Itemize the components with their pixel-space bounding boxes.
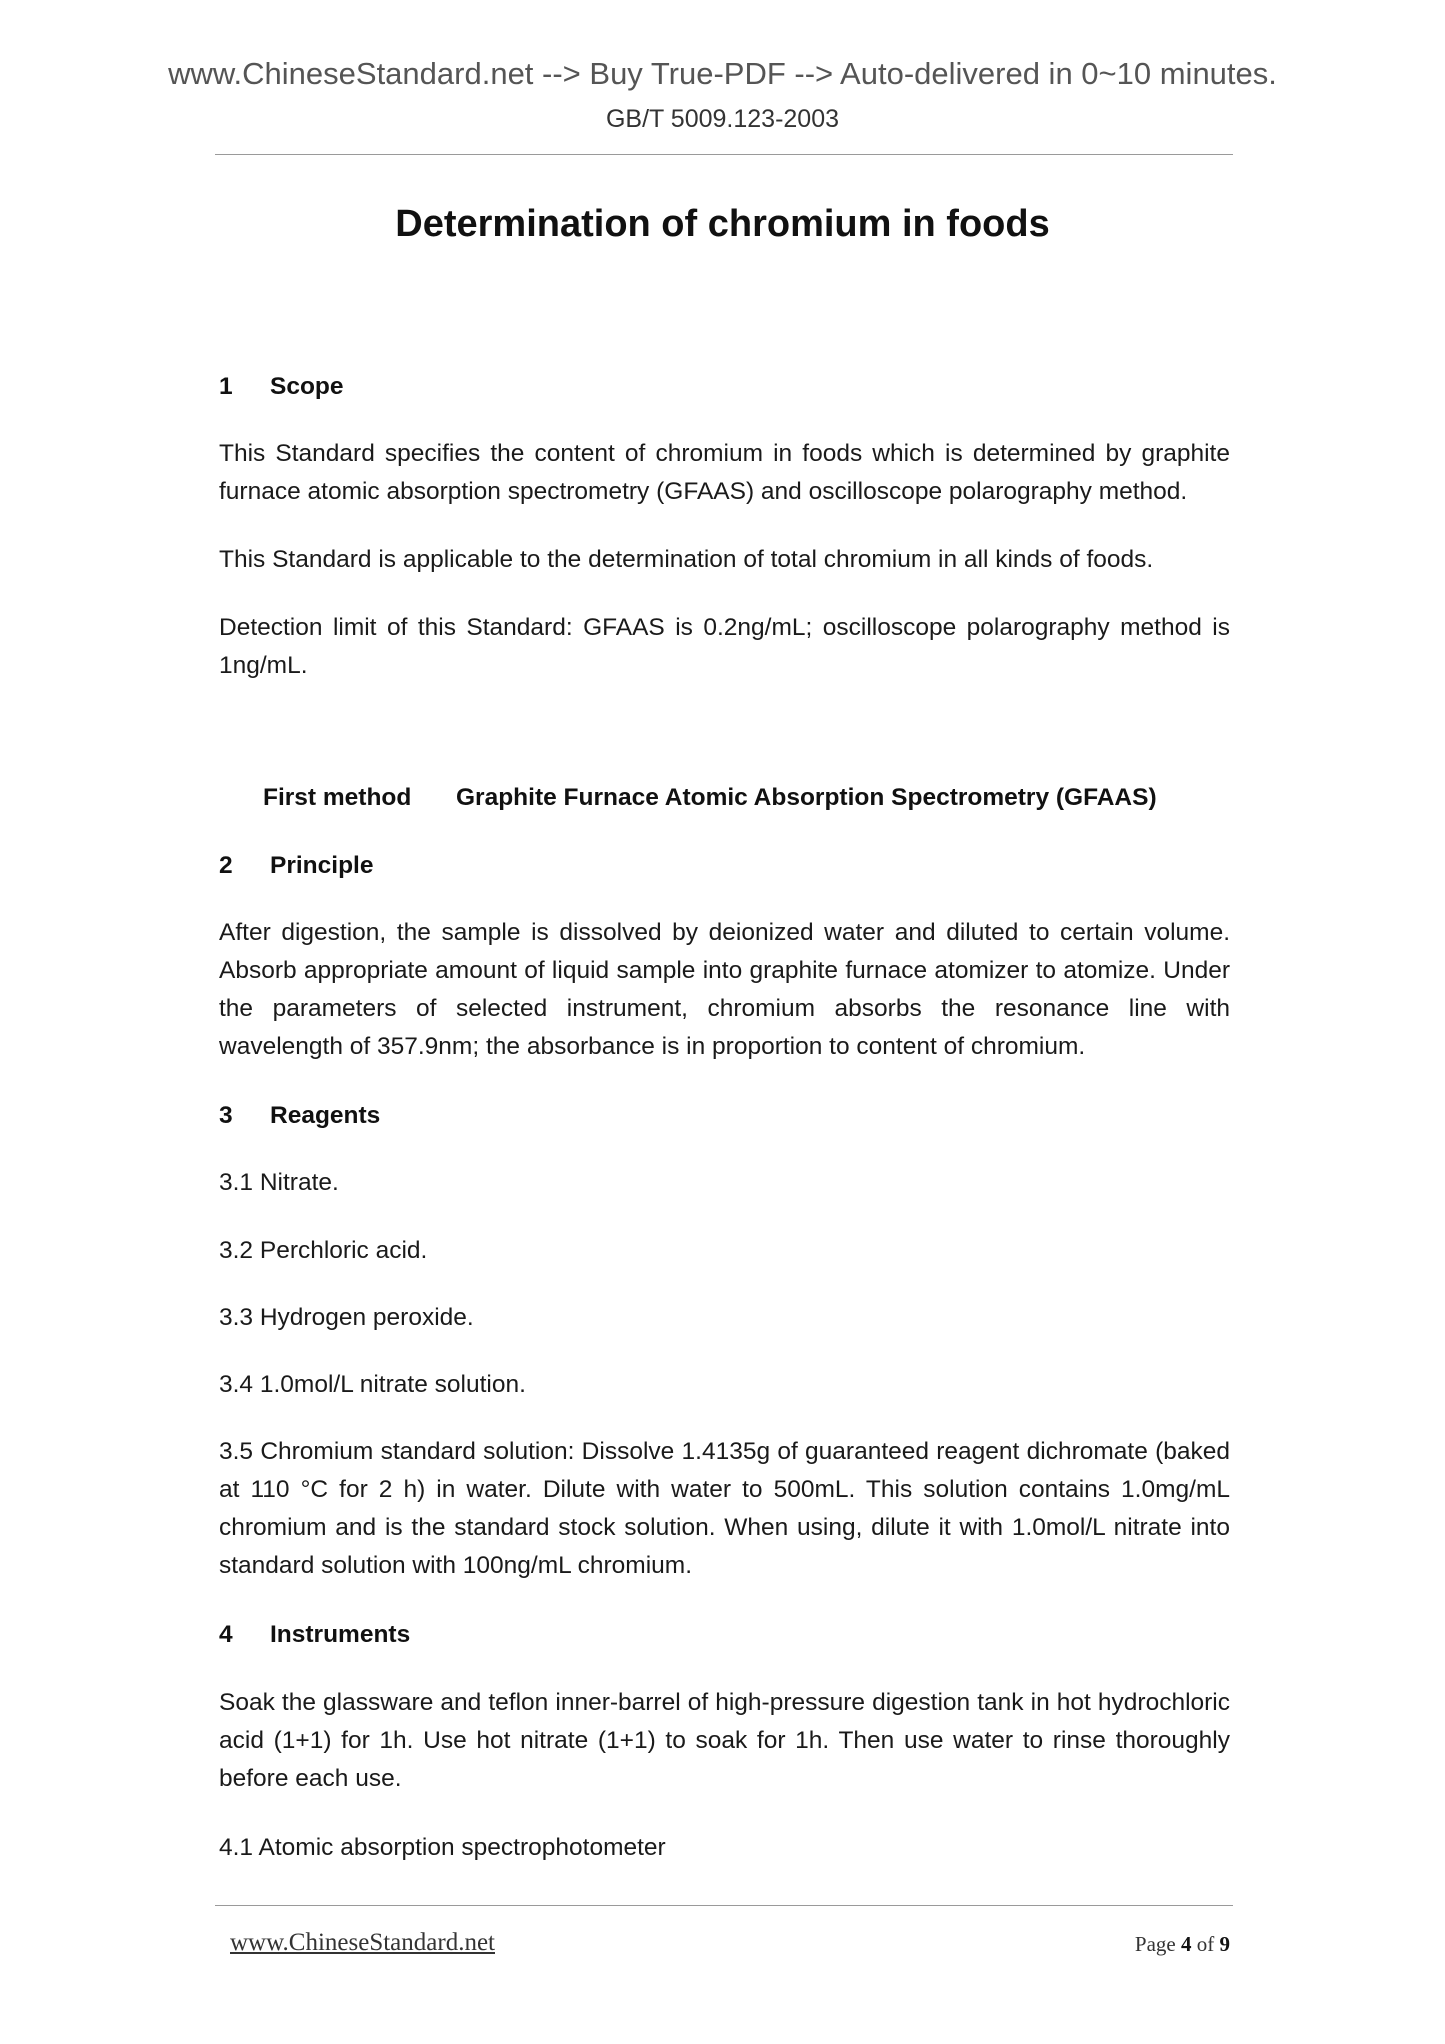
instruments-paragraph: Soak the glassware and teflon inner-barrel of high-pressure digestion tank in hot hydrochloric acid (1+1) for 1h. Use hot nitrate (1+1) to soak for 1h. Then use water to rinse thoroughly before each use. (219, 1689, 1230, 1792)
section-title: Scope (270, 373, 344, 400)
section-title: Reagents (270, 1102, 381, 1129)
reagent-item-3-3: 3.3 Hydrogen peroxide. (219, 1304, 474, 1331)
section-number: 4 (219, 1621, 233, 1648)
standard-code: GB/T 5009.123-2003 (605, 105, 840, 133)
page-middle: of (1191, 1932, 1220, 1956)
footer-divider (215, 1905, 1233, 1906)
method-name: Graphite Furnace Atomic Absorption Spectrometry (GFAAS) (456, 784, 1157, 811)
document-title: Determination of chromium in foods (395, 203, 1050, 245)
section-heading-reagents (219, 1097, 380, 1135)
method-label: First method (263, 784, 412, 811)
instrument-item-4-1: 4.1 Atomic absorption spectrophotometer (219, 1834, 666, 1861)
footer-website-link[interactable]: www.ChineseStandard.net (230, 1929, 495, 1956)
section-number: 1 (219, 373, 233, 400)
section-heading-scope (219, 368, 344, 406)
method-heading (263, 779, 1157, 817)
page-prefix: Page (1134, 1932, 1181, 1956)
section-title: Principle (270, 852, 374, 879)
section-heading-instruments (219, 1616, 410, 1654)
reagent-item-3-2: 3.2 Perchloric acid. (219, 1237, 428, 1264)
section-title: Instruments (270, 1621, 411, 1648)
page-total: 9 (1219, 1932, 1230, 1956)
reagent-item-3-1: 3.1 Nitrate. (219, 1169, 339, 1196)
scope-paragraph-1: This Standard specifies the content of chromium in foods which is determined by graphite furnace atomic absorption spectrometry (GFAAS) and oscilloscope polarography method. (219, 440, 1230, 505)
reagent-item-3-4: 3.4 1.0mol/L nitrate solution. (219, 1371, 526, 1398)
scope-paragraph-2: This Standard is applicable to the determination of total chromium in all kinds of foods. (219, 546, 1154, 573)
reagent-item-3-5: 3.5 Chromium standard solution: Dissolve 1.4135g of guaranteed reagent dichromate (baked at 110 °C for 2 h) in water. Dilute with water to 500mL. This solution contains 1.0mg/mL chromium and is the standard stock solution. When using, dilute it with 1.0mol/L nitrate into standard solution with 100ng/mL chromium. (219, 1438, 1230, 1579)
principle-paragraph: After digestion, the sample is dissolved by deionized water and diluted to certain volume. Absorb appropriate amount of liquid sample into graphite furnace atomizer to atomize. Under the parameters of selected instrument, chromium absorbs the resonance line with wavelength of 357.9nm; the absorbance is in proportion to content of chromium. (219, 919, 1230, 1060)
page-indicator (1135, 1932, 1230, 1957)
section-number: 3 (219, 1102, 233, 1129)
section-heading-principle (219, 847, 373, 885)
header-divider (215, 154, 1233, 155)
header-banner: www.ChineseStandard.net --> Buy True-PDF --> Auto-delivered in 0~10 minutes. (168, 56, 1277, 91)
scope-paragraph-3: Detection limit of this Standard: GFAAS is 0.2ng/mL; oscilloscope polarography method is 1ng/mL. (219, 614, 1230, 679)
page-current: 4 (1181, 1932, 1192, 1956)
section-number: 2 (219, 852, 233, 879)
